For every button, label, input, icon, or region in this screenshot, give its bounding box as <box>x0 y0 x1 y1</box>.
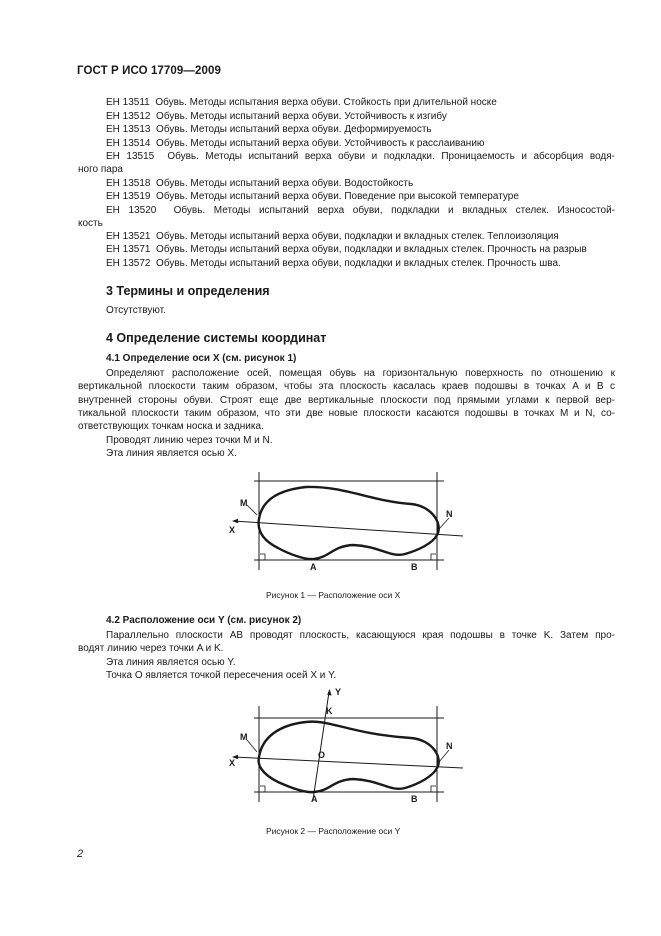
label-b: B <box>411 794 418 804</box>
label-y: Y <box>335 687 342 697</box>
right-angle-mark <box>431 554 436 560</box>
x-axis-line <box>233 757 463 768</box>
reference-item: ЕН 13515 Обувь. Методы испытаний верха обуви и подкладки. Проницаемость и абсорбция водя- <box>106 151 615 162</box>
sole-outline <box>259 722 439 793</box>
reference-item: ЕН 13572 Обувь. Методы испытаний верха обуви, подкладки и вкладных стелек. Прочность шва. <box>106 258 561 269</box>
paragraph-line: вертикальной плоскости таким образом, чтобы эта плоскость касалась краев подошвы в точках A и B с <box>78 381 615 392</box>
reference-item: ЕН 13571 Обувь. Методы испытаний верха обуви, подкладки и вкладных стелек. Прочность на разрыв <box>106 244 587 255</box>
leader-m <box>247 740 257 752</box>
reference-item: ЕН 13520 Обувь. Методы испытаний верха обуви, подкладки и вкладных стелек. Износостой- <box>106 205 615 216</box>
reference-continuation: ного пара <box>78 164 123 175</box>
reference-item: ЕН 13519 Обувь. Методы испытаний верха обуви. Поведение при высокой температуре <box>106 191 519 202</box>
document-header: ГОСТ Р ИСО 17709—2009 <box>77 65 222 77</box>
figure-1-caption: Рисунок 1 — Расположение оси X <box>266 590 401 600</box>
reference-item: ЕН 13512 Обувь. Методы испытаний верха обуви. Устойчивость к изгибу <box>106 111 447 122</box>
label-n: N <box>446 509 453 519</box>
paragraph-line: Определяют расположение осей, помещая обувь на горизонтальную поверхность по отношению к <box>106 368 615 379</box>
label-o: O <box>318 750 326 760</box>
paragraph-line: Эта линия является осью X. <box>106 448 237 459</box>
leader-n <box>439 750 449 762</box>
figure-2-caption: Рисунок 2 — Расположение оси Y <box>266 826 401 836</box>
paragraph-line: водят линию через точки A и K. <box>78 643 224 654</box>
leader-n <box>439 518 449 529</box>
paragraph-line: Эта линия является осью Y. <box>106 657 236 668</box>
right-angle-mark <box>431 786 436 792</box>
paragraph-line: Параллельно плоскости AB проводят плоскость, касающуюся края подошвы в точке K. Затем про- <box>106 630 615 641</box>
label-a: A <box>311 794 318 804</box>
label-a: A <box>310 562 317 572</box>
section-4-heading: 4 Определение системы координат <box>106 331 327 345</box>
label-k: K <box>326 706 333 716</box>
right-angle-mark <box>260 786 265 792</box>
subsection-4-1-heading: 4.1 Определение оси X (см. рисунок 1) <box>106 353 297 364</box>
section-3-body: Отсутствуют. <box>106 305 166 316</box>
label-b: B <box>411 562 418 572</box>
y-axis-arrow <box>327 689 331 696</box>
paragraph-line: Точка O является точкой пересечения осей X и Y. <box>106 670 337 681</box>
label-m: M <box>240 732 248 742</box>
page-number: 2 <box>77 848 84 860</box>
subsection-4-2-heading: 4.2 Расположение оси Y (см. рисунок 2) <box>106 615 302 626</box>
reference-continuation: кость <box>78 218 103 229</box>
reference-item: ЕН 13521 Обувь. Методы испытаний верха обуви, подкладки и вкладных стелек. Теплоизоляция <box>106 231 559 242</box>
figure-2-diagram <box>225 684 475 810</box>
paragraph-line: тикальной плоскости таким образом, что эти две новые плоскости касаются подошвы в точках M и N, со- <box>78 408 615 419</box>
reference-item: ЕН 13514 Обувь. Методы испытаний верха обуви. Устойчивость к расслаиванию <box>106 138 485 149</box>
label-x: X <box>229 758 236 768</box>
paragraph-line: Проводят линию через точки M и N. <box>106 435 273 446</box>
label-n: N <box>446 741 453 751</box>
reference-item: ЕН 13518 Обувь. Методы испытаний верха обуви. Водостойкость <box>106 178 414 189</box>
paragraph-line: ответствующих точкам носка и задника. <box>78 421 264 432</box>
reference-item: ЕН 13513 Обувь. Методы испытаний верха обуви. Деформируемость <box>106 124 432 135</box>
label-x: X <box>229 525 236 535</box>
leader-m <box>247 505 257 515</box>
x-axis-line <box>233 521 463 536</box>
x-axis-arrow <box>232 519 238 523</box>
right-angle-mark <box>260 554 265 560</box>
section-3-heading: 3 Термины и определения <box>106 284 270 298</box>
paragraph-line: внутренней стороны обуви. Строят еще две вертикальные плоскости под прямыми углами к первой вер- <box>78 395 615 406</box>
sole-outline <box>259 487 439 559</box>
reference-item: ЕН 13511 Обувь. Методы испытания верха обуви. Стойкость при длительной носке <box>106 97 497 108</box>
label-m: M <box>240 498 248 508</box>
figure-1-diagram <box>225 468 475 580</box>
